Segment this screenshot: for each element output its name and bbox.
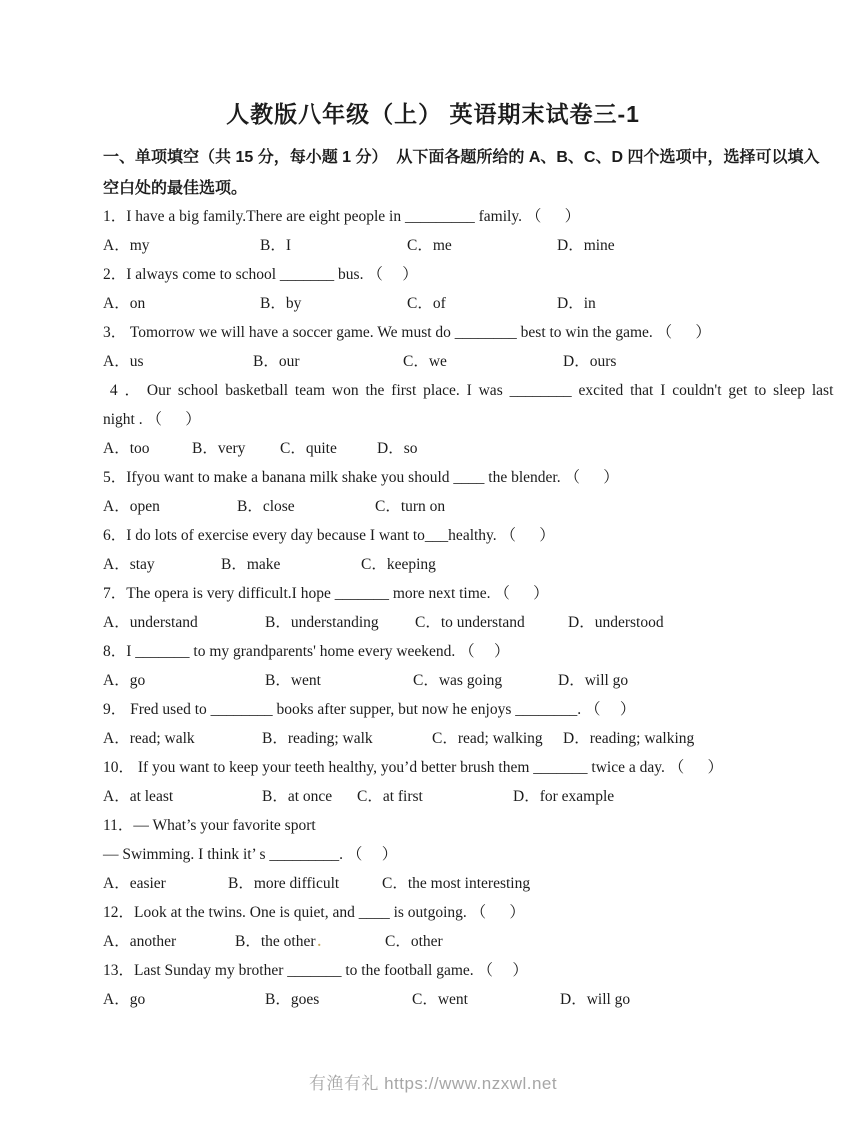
question-10-option-D: D．for example <box>513 788 615 805</box>
question-3-options <box>103 347 775 376</box>
question-7-option-C: C．to understand <box>415 614 525 631</box>
question-3-option-D: D．ours <box>563 353 617 370</box>
question-11-option-B: B．more difficult <box>228 875 340 892</box>
question-13-option-A: A．go <box>103 991 146 1008</box>
question-13-option-C: C．went <box>412 991 468 1008</box>
scan-artifact-dot: . <box>317 935 321 950</box>
question-1-option-B: B．I <box>260 237 292 254</box>
question-2-options <box>103 289 775 318</box>
question-6-option-A: A．stay <box>103 556 155 573</box>
question-4-options <box>103 434 775 463</box>
page-title: 人教版八年级（上） 英语期末试卷三-1 <box>226 101 640 127</box>
question-1-option-C: C．me <box>407 237 452 254</box>
question-4-text: night . （ ） <box>103 411 201 428</box>
question-7-option-A: A．understand <box>103 614 198 631</box>
question-12-options <box>103 927 775 956</box>
question-9-option-D: D．reading; walking <box>563 730 695 747</box>
question-9-text: 9． Fred used to ________ books after supper, but now he enjoys ________. （ ） <box>103 701 636 718</box>
question-4-option-C: C．quite <box>280 440 337 457</box>
section-heading <box>103 142 820 204</box>
question-11-text: 11．— What’s your favorite sport <box>103 817 316 834</box>
question-7-text: 7．The opera is very difficult.I hope _______ more next time. （ ） <box>103 585 549 602</box>
question-4-text: 4 ． Our school basketball team won the first place. I was ________ excited that I couldn't get to sleep last <box>103 382 834 399</box>
question-11-options <box>103 869 775 898</box>
section-heading-line1: 一、单项填空（共 15 分，每小题 1 分） 从下面各题所给的 A、B、C、D 四个选项中，选择可以填入 <box>103 149 820 166</box>
question-8-option-C: C．was going <box>413 672 503 689</box>
question-9-options <box>103 724 775 753</box>
question-13-text: 13．Last Sunday my brother _______ to the football game. （ ） <box>103 962 528 979</box>
question-12-option-B: B．the other . <box>235 933 321 950</box>
footer-watermark: 有渔有礼 https://www.nzxwl.net <box>308 1074 558 1093</box>
question-12-option-C: C．other <box>385 933 443 950</box>
question-12-text: 12．Look at the twins. One is quiet, and ____ is outgoing. （ ） <box>103 904 525 921</box>
question-11-option-A: A．easier <box>103 875 166 892</box>
question-3-option-A: A．us <box>103 353 144 370</box>
question-8-option-B: B．went <box>265 672 321 689</box>
question-13-option-B: B．goes <box>265 991 320 1008</box>
question-7-option-B: B．understanding <box>265 614 379 631</box>
question-2-option-B: B．by <box>260 295 302 312</box>
question-9-option-B: B．reading; walk <box>262 730 373 747</box>
question-11-text: — Swimming. I think it’ s _________. （ ） <box>103 846 398 863</box>
question-13-options <box>103 985 775 1014</box>
question-7-options <box>103 608 775 637</box>
question-3-option-B: B．our <box>253 353 300 370</box>
question-1-options <box>103 231 775 260</box>
question-6-options <box>103 550 775 579</box>
question-13-option-D: D．will go <box>560 991 631 1008</box>
question-9-option-C: C．read; walking <box>432 730 543 747</box>
question-8-options <box>103 666 775 695</box>
question-10-text: 10． If you want to keep your teeth healthy, you’d better brush them _______ twice a day. （ ） <box>103 759 723 776</box>
question-10-option-B: B．at once <box>262 788 333 805</box>
question-6-option-C: C．keeping <box>361 556 436 573</box>
question-9-option-A: A．read; walk <box>103 730 195 747</box>
question-4-option-D: D．so <box>377 440 418 457</box>
question-6-text: 6．I do lots of exercise every day because I want to___healthy. （ ） <box>103 527 555 544</box>
question-7-option-D: D．understood <box>568 614 664 631</box>
question-5-option-B: B．close <box>237 498 295 515</box>
question-3-option-C: C．we <box>403 353 447 370</box>
question-8-option-D: D．will go <box>558 672 629 689</box>
section-heading-line2: 空白处的最佳选项。 <box>103 180 248 197</box>
question-5-option-C: C．turn on <box>375 498 446 515</box>
question-8-text: 8．I _______ to my grandparents' home every weekend. （ ） <box>103 643 510 660</box>
question-10-option-A: A．at least <box>103 788 174 805</box>
question-6-option-B: B．make <box>221 556 281 573</box>
question-2-option-A: A．on <box>103 295 146 312</box>
question-10-option-C: C．at first <box>357 788 423 805</box>
question-1-option-D: D．mine <box>557 237 615 254</box>
question-5-text: 5．Ifyou want to make a banana milk shake you should ____ the blender. （ ） <box>103 469 619 486</box>
question-1-text: 1．I have a big family.There are eight people in _________ family. （ ） <box>103 208 581 225</box>
question-2-option-D: D．in <box>557 295 596 312</box>
question-2-text: 2．I always come to school _______ bus. （ ） <box>103 266 418 283</box>
question-1-option-A: A．my <box>103 237 150 254</box>
question-10-options <box>103 782 775 811</box>
question-5-options <box>103 492 775 521</box>
question-2-option-C: C．of <box>407 295 446 312</box>
question-4-option-A: A．too <box>103 440 150 457</box>
question-list <box>103 202 834 1014</box>
question-11-option-C: C．the most interesting <box>382 875 531 892</box>
question-12-option-A: A．another <box>103 933 177 950</box>
question-8-option-A: A．go <box>103 672 146 689</box>
question-3-text: 3． Tomorrow we will have a soccer game. We must do ________ best to win the game. （ ） <box>103 324 711 341</box>
question-4-option-B: B．very <box>192 440 246 457</box>
question-5-option-A: A．open <box>103 498 160 515</box>
